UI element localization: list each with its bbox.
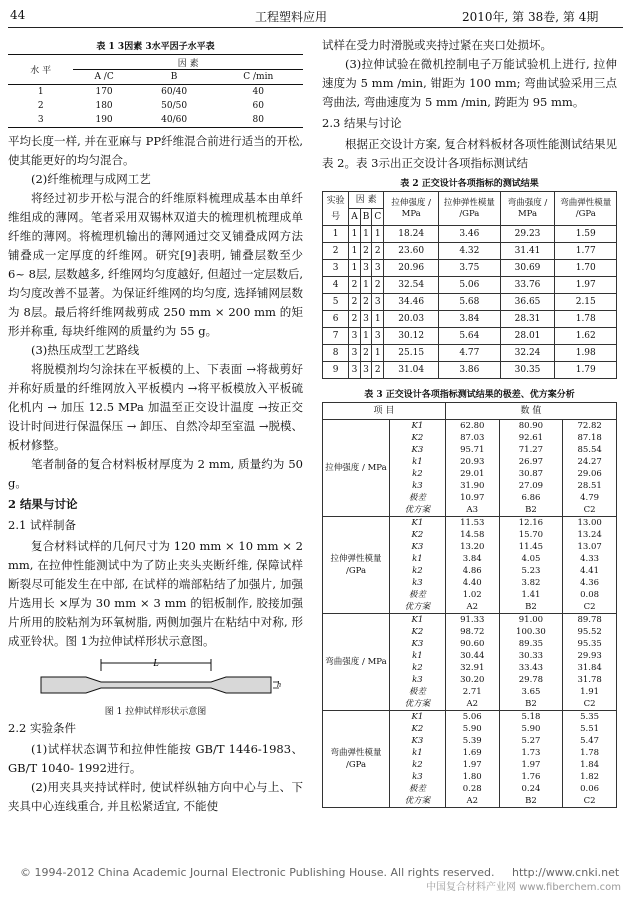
table-cell: 0.28: [445, 783, 499, 795]
table2-col-flexural-modulus: 弯曲弹性模量 /GPa: [555, 192, 617, 226]
table-cell: 28.31: [500, 311, 555, 328]
table3-caption: 表 3 正交设计各项指标测试结果的极差、优方案分析: [364, 390, 575, 400]
table-cell: K1: [390, 711, 446, 724]
table-cell: 14.58: [445, 529, 499, 541]
table-row: [323, 328, 617, 345]
table-cell: 32.54: [384, 277, 439, 294]
table-cell: 1: [372, 226, 384, 243]
table-cell: 1.62: [555, 328, 617, 345]
table-cell: 13.24: [563, 529, 617, 541]
table-cell: 1.79: [555, 362, 617, 379]
table-cell: 5.23: [499, 565, 563, 577]
table-cell: 5.68: [439, 294, 500, 311]
table-cell: 2: [372, 362, 384, 379]
table-cell: 6: [323, 311, 349, 328]
table-cell: 5: [323, 294, 349, 311]
table-cell: 13.07: [563, 541, 617, 553]
table-cell: 1: [360, 277, 372, 294]
table-cell: K2: [390, 529, 446, 541]
copyright-text: © 1994-2012 China Academic Journal Electronic Publishing House. All rights reserved.: [20, 866, 495, 879]
table-cell: 27.09: [499, 480, 563, 492]
table-cell: 1: [349, 226, 361, 243]
table-cell: 1: [372, 311, 384, 328]
table-cell: 29.06: [563, 468, 617, 480]
table-cell: 3: [372, 294, 384, 311]
table-cell: 31.41: [500, 243, 555, 260]
table-cell: C2: [563, 504, 617, 517]
table-cell: 1.97: [499, 759, 563, 771]
table-cell: B2: [499, 795, 563, 808]
table-cell: 1.78: [555, 311, 617, 328]
table-cell: 5.47: [563, 735, 617, 747]
table-cell: 1: [349, 243, 361, 260]
table-cell: 190: [73, 113, 134, 128]
right-column: [322, 36, 617, 808]
table-cell: 0.08: [563, 589, 617, 601]
table-cell: 60/40: [161, 87, 188, 97]
table-cell: K1: [390, 614, 446, 627]
table2-col-flexural-strength: 弯曲强度 / MPa: [500, 192, 555, 226]
table-cell: 3.75: [439, 260, 500, 277]
paragraph: (2)用夹具夹持试样时, 使试样纵轴方向中心与上、下夹具中心连线重合, 并且松紧适宜, 不能使: [8, 780, 303, 813]
table-cell: k2: [390, 468, 446, 480]
table-cell: 优方案: [390, 698, 446, 711]
table-cell: 4.36: [563, 577, 617, 589]
table-cell: k2: [390, 759, 446, 771]
table-cell: 极差: [390, 492, 446, 504]
table-cell: 62.80: [445, 420, 499, 433]
paragraph: (1)试样状态调节和拉伸性能按 GB/T 1446-1983、GB/T 1040- 1992进行。: [8, 742, 303, 775]
table-row: [323, 294, 617, 311]
table-cell: 1.78: [563, 747, 617, 759]
table-cell: k1: [390, 747, 446, 759]
table-cell: 2.15: [555, 294, 617, 311]
table-cell: K2: [390, 723, 446, 735]
table-cell: 30.35: [500, 362, 555, 379]
table-cell: C2: [563, 601, 617, 614]
table-cell: 1: [360, 328, 372, 345]
table-cell: 5.18: [499, 711, 563, 724]
table-cell: 20.03: [384, 311, 439, 328]
table-cell: 3: [360, 260, 372, 277]
table-cell: B2: [499, 698, 563, 711]
table-cell: 1.80: [445, 771, 499, 783]
table-cell: 1.02: [445, 589, 499, 601]
table-cell: A3: [445, 504, 499, 517]
table-row: [323, 226, 617, 243]
table-cell: 11.53: [445, 517, 499, 530]
table-cell: 18.24: [384, 226, 439, 243]
table-cell: 2: [360, 345, 372, 362]
table-cell: 30.69: [500, 260, 555, 277]
table-cell: 3.82: [499, 577, 563, 589]
table-cell: 1: [323, 226, 349, 243]
table-cell: 1.97: [555, 277, 617, 294]
table-cell: 13.20: [445, 541, 499, 553]
table-cell: 29.93: [563, 650, 617, 662]
table-cell: 40: [252, 87, 264, 97]
table-cell: 28.51: [563, 480, 617, 492]
table-cell: 3.86: [439, 362, 500, 379]
table-cell: 92.61: [499, 432, 563, 444]
table-cell: 30.44: [445, 650, 499, 662]
table-cell: 1: [349, 260, 361, 277]
table-cell: K3: [390, 444, 446, 456]
table-cell: 33.43: [499, 662, 563, 674]
table-cell: k3: [390, 771, 446, 783]
paragraph: 将经过初步开松与混合的纤维原料梳理成基本由单纤维组成的薄网。笔者采用双锡林双道夫的梳理机梳理成单纤维的薄网。将梳理机输出的薄网通过交叉铺叠成网方法铺叠成一定厚度的纤维网。研究[9]表明, 铺叠层数至少 6~ 8层, 层数越多, 纤维网均匀度越好, 但超过一定层数后, 均匀度改善不显著。为保证纤维网的均匀度, 选择铺网层数为 8层。最后将纤维网裁剪成 250 mm × 200 mm 的矩形并称重, 每块纤维网的质量约为 55 g。: [8, 191, 304, 338]
table-cell: 4.40: [445, 577, 499, 589]
table-cell: 72.82: [563, 420, 617, 433]
table-row: [323, 277, 617, 294]
length-label: L: [152, 658, 159, 669]
table-cell: 极差: [390, 589, 446, 601]
table-cell: 优方案: [390, 504, 446, 517]
table-row: [323, 260, 617, 277]
table-cell: 1.84: [563, 759, 617, 771]
table-cell: 3.84: [445, 553, 499, 565]
table-cell: 89.78: [563, 614, 617, 627]
table2-no-header: 实验号: [323, 192, 349, 226]
table-cell: C2: [563, 795, 617, 808]
table1-factor-header: 因 素: [73, 55, 303, 70]
table-cell: 28.01: [500, 328, 555, 345]
header-rule: [8, 27, 623, 28]
table-cell: 3: [372, 328, 384, 345]
table2-col-a: A: [349, 209, 361, 226]
table-cell: 3: [323, 260, 349, 277]
table-cell: 5.90: [499, 723, 563, 735]
table-cell: 5.35: [563, 711, 617, 724]
left-column: [8, 36, 303, 816]
table-cell: k1: [390, 650, 446, 662]
table-cell: 3: [360, 362, 372, 379]
table-row: [323, 345, 617, 362]
table-cell: k3: [390, 480, 446, 492]
table-cell: k3: [390, 674, 446, 686]
section-heading: 2 结果与讨论: [8, 497, 78, 511]
table-cell: 90.60: [445, 638, 499, 650]
table-cell: 31.84: [563, 662, 617, 674]
table-cell: 91.33: [445, 614, 499, 627]
table-cell: K2: [390, 626, 446, 638]
paragraph: 复合材料试样的几何尺寸为 120 mm × 10 mm × 2 mm, 在拉伸性能测试中为了防止夹头夹断纤维, 保障试样断裂尽可能发生在中部, 在试样的端部粘结了加强片, 加强片选用长 ×厚为 30 mm × 3 mm 的铝板制作, 胶接加强片所用的胶粘剂为环氧树脂, 两侧加强片在粘结中对称, 形成亚铃状。图 1为拉伸试样形状示意图。: [8, 539, 303, 648]
table-cell: 2: [349, 311, 361, 328]
table1: [8, 54, 303, 128]
table-cell: 80.90: [499, 420, 563, 433]
table-cell: 26.97: [499, 456, 563, 468]
table-row: [323, 243, 617, 260]
table-cell: 1.97: [445, 759, 499, 771]
paragraph: 将脱模剂均匀涂抹在平板模的上、下表面 →将裁剪好并称好质量的纤维网放入平板模内 →将平板模放入平板硫化机内 → 加压 12.5 MPa 加温至正交设计温度 →按正交设计时间进行保温保压 → 卸压、自然冷却至室温 →脱模、板材修整。: [8, 362, 303, 452]
table-cell: 31.90: [445, 480, 499, 492]
table-row: [323, 311, 617, 328]
table-row: [8, 85, 303, 100]
table-cell: 3: [349, 328, 361, 345]
table-cell: 2: [37, 101, 44, 111]
table-cell: 40/60: [135, 113, 214, 128]
table3: [322, 402, 617, 808]
table-cell: 80: [214, 113, 304, 128]
paragraph: 笔者制备的复合材料板材厚度为 2 mm, 质量约为 50 g。: [8, 457, 303, 490]
table-cell: 3: [349, 362, 361, 379]
table1-level-header: 水 平: [8, 55, 73, 85]
table-cell: 1.70: [555, 260, 617, 277]
table-cell: 4.05: [499, 553, 563, 565]
table-row: [8, 113, 303, 128]
table3-value-header: 数 值: [445, 403, 616, 420]
table-cell: 3.46: [439, 226, 500, 243]
table-cell: 4.41: [563, 565, 617, 577]
table-cell: 2: [360, 294, 372, 311]
table-cell: 2: [349, 294, 361, 311]
table3-group-label: 拉伸弹性模量 /GPa: [323, 517, 390, 614]
table-cell: 87.18: [563, 432, 617, 444]
table-cell: 30.87: [499, 468, 563, 480]
section-heading: 2.2 实验条件: [8, 721, 76, 735]
table-cell: 95.35: [563, 638, 617, 650]
cnki-link[interactable]: http://www.cnki.net: [512, 866, 620, 879]
table-cell: 36.65: [500, 294, 555, 311]
table-cell: 1.77: [555, 243, 617, 260]
table3-group-label: 拉伸强度 / MPa: [323, 420, 390, 517]
table-cell: 95.52: [563, 626, 617, 638]
specimen-outline: [41, 677, 271, 693]
table-cell: 31.78: [563, 674, 617, 686]
table1-caption: 表 1 3因素 3水平因子水平表: [96, 42, 215, 52]
table-cell: C2: [563, 698, 617, 711]
table-row: [8, 99, 303, 113]
table-cell: 71.27: [499, 444, 563, 456]
table-cell: 1: [37, 87, 44, 97]
watermark: 中国复合材料产业网 www.fiberchem.com: [426, 882, 621, 893]
table-cell: 5.64: [439, 328, 500, 345]
issue-info: 2010年, 第 38卷, 第 4期: [462, 10, 599, 24]
table-cell: 极差: [390, 686, 446, 698]
table-cell: 1.59: [555, 226, 617, 243]
table-cell: 85.54: [563, 444, 617, 456]
paragraph: (3)拉伸试验在微机控制电子万能试验机上进行, 拉伸速度为 5 mm /min, 钳距为 100 mm; 弯曲试验采用三点弯曲法, 弯曲速度为 5 mm /min, 跨距为 95 mm。: [322, 57, 617, 109]
table1-col-c: C /min: [214, 70, 304, 85]
table-cell: 8: [323, 345, 349, 362]
table-cell: 4.77: [439, 345, 500, 362]
table-cell: 1.91: [563, 686, 617, 698]
table-cell: 23.60: [384, 243, 439, 260]
table-cell: 13.00: [563, 517, 617, 530]
table-row: [323, 711, 617, 724]
table-cell: 1.73: [499, 747, 563, 759]
table-cell: 1.41: [499, 589, 563, 601]
table-cell: K3: [390, 735, 446, 747]
table-cell: 5.27: [499, 735, 563, 747]
table-cell: 3: [8, 113, 73, 128]
table-cell: k2: [390, 565, 446, 577]
table-row: [323, 420, 617, 433]
table-cell: 1.82: [563, 771, 617, 783]
table-cell: 95.71: [445, 444, 499, 456]
table-cell: K2: [390, 432, 446, 444]
table-cell: 11.45: [499, 541, 563, 553]
table-cell: 31.04: [384, 362, 439, 379]
table-cell: 29.23: [500, 226, 555, 243]
paragraph: 平均长度一样, 并在亚麻与 PP纤维混合前进行适当的开松, 使其能更好的均匀混合。: [8, 134, 303, 167]
table-cell: 4.79: [563, 492, 617, 504]
table-cell: 25.15: [384, 345, 439, 362]
table-cell: 12.16: [499, 517, 563, 530]
table3-item-header: 项 目: [323, 403, 446, 420]
table-cell: 24.27: [563, 456, 617, 468]
table-cell: 1.76: [499, 771, 563, 783]
section-heading: 2.1 试样制备: [8, 518, 76, 532]
table-cell: 30.33: [499, 650, 563, 662]
table-cell: 4.32: [439, 243, 500, 260]
table-cell: 3: [349, 345, 361, 362]
table-cell: 3: [360, 311, 372, 328]
table1-col-a: A /C: [73, 70, 134, 85]
table-cell: 2: [360, 243, 372, 260]
table-cell: 2: [323, 243, 349, 260]
table-cell: 180: [95, 101, 113, 111]
table-row: [323, 614, 617, 627]
table-cell: 50/50: [161, 101, 188, 111]
journal-name: 工程塑料应用: [255, 10, 328, 24]
table-cell: 优方案: [390, 601, 446, 614]
table-cell: 0.24: [499, 783, 563, 795]
table-cell: 30.12: [384, 328, 439, 345]
table-cell: 1: [360, 226, 372, 243]
table-cell: 4: [323, 277, 349, 294]
table-cell: 1.98: [555, 345, 617, 362]
table-cell: 87.03: [445, 432, 499, 444]
subheading: (2)纤维梳理与成网工艺: [31, 172, 151, 186]
table-cell: 极差: [390, 783, 446, 795]
table-cell: 15.70: [499, 529, 563, 541]
table-cell: 9: [323, 362, 349, 379]
table-cell: B2: [499, 601, 563, 614]
table-cell: 4.86: [445, 565, 499, 577]
table-cell: 20.96: [384, 260, 439, 277]
table-cell: 2.71: [445, 686, 499, 698]
table-cell: 3.65: [499, 686, 563, 698]
table-cell: 4.33: [563, 553, 617, 565]
table-cell: 33.76: [500, 277, 555, 294]
table-cell: 100.30: [499, 626, 563, 638]
table3-group-label: 弯曲弹性模量 /GPa: [323, 711, 390, 808]
table2-col-tensile-modulus: 拉伸弹性模量 /GPa: [439, 192, 500, 226]
table-cell: K1: [390, 420, 446, 433]
table-cell: 优方案: [390, 795, 446, 808]
table-cell: B2: [499, 504, 563, 517]
table-cell: A2: [445, 601, 499, 614]
table-cell: 91.00: [499, 614, 563, 627]
table2-factor-header: 因 素: [349, 192, 384, 209]
table2-col-b: B: [360, 209, 372, 226]
specimen-diagram: [31, 657, 281, 701]
table-cell: k1: [390, 553, 446, 565]
table-cell: A2: [445, 795, 499, 808]
table2-col-tensile-strength: 拉伸强度 / MPa: [384, 192, 439, 226]
table-cell: 32.24: [500, 345, 555, 362]
table-cell: 0.06: [563, 783, 617, 795]
table3-group-label: 弯曲强度 / MPa: [323, 614, 390, 711]
table-cell: 29.01: [445, 468, 499, 480]
table-cell: 29.78: [499, 674, 563, 686]
paragraph: 试样在受力时滑脱或夹持过紧在夹口处损坏。: [322, 38, 552, 52]
table2-col-c: C: [372, 209, 384, 226]
table-cell: 30.20: [445, 674, 499, 686]
table-cell: 170: [95, 87, 113, 97]
table-cell: k1: [390, 456, 446, 468]
table-cell: K1: [390, 517, 446, 530]
table-cell: 2: [372, 277, 384, 294]
table-cell: 6.86: [499, 492, 563, 504]
table-cell: 5.06: [445, 711, 499, 724]
table-cell: 7: [323, 328, 349, 345]
table2-caption: 表 2 正交设计各项指标的测试结果: [400, 179, 539, 189]
subheading: (3)热压成型工艺路线: [31, 343, 140, 357]
table-cell: k2: [390, 662, 446, 674]
table-cell: 1: [372, 345, 384, 362]
table-cell: 2: [372, 243, 384, 260]
table-cell: 60: [252, 101, 264, 111]
paragraph: 根据正交设计方案, 复合材料板材各项性能测试结果见表 2。表 3示出正交设计各项指标测试结: [322, 137, 617, 170]
table-cell: 20.93: [445, 456, 499, 468]
table2: [322, 191, 617, 379]
page-header: [0, 6, 631, 28]
table-cell: 5.51: [563, 723, 617, 735]
table-cell: 1.69: [445, 747, 499, 759]
table-cell: 5.90: [445, 723, 499, 735]
table-cell: 89.35: [499, 638, 563, 650]
table-cell: 2: [349, 277, 361, 294]
table-cell: A2: [445, 698, 499, 711]
table-cell: 3.84: [439, 311, 500, 328]
table-cell: 5.39: [445, 735, 499, 747]
table-cell: 34.46: [384, 294, 439, 311]
table-cell: 98.72: [445, 626, 499, 638]
thickness-label: h: [276, 680, 281, 689]
table-cell: K3: [390, 541, 446, 553]
table-cell: 5.06: [439, 277, 500, 294]
table1-col-b: B: [135, 70, 214, 85]
section-heading: 2.3 结果与讨论: [322, 116, 402, 130]
table-cell: 10.97: [445, 492, 499, 504]
table-cell: 32.91: [445, 662, 499, 674]
table-row: [323, 517, 617, 530]
table-row: [323, 362, 617, 379]
table-cell: 3: [372, 260, 384, 277]
table-cell: k3: [390, 577, 446, 589]
table-cell: K3: [390, 638, 446, 650]
page-number: 44: [10, 8, 26, 22]
figure1-caption: 图 1 拉伸试样形状示意图: [104, 707, 207, 717]
